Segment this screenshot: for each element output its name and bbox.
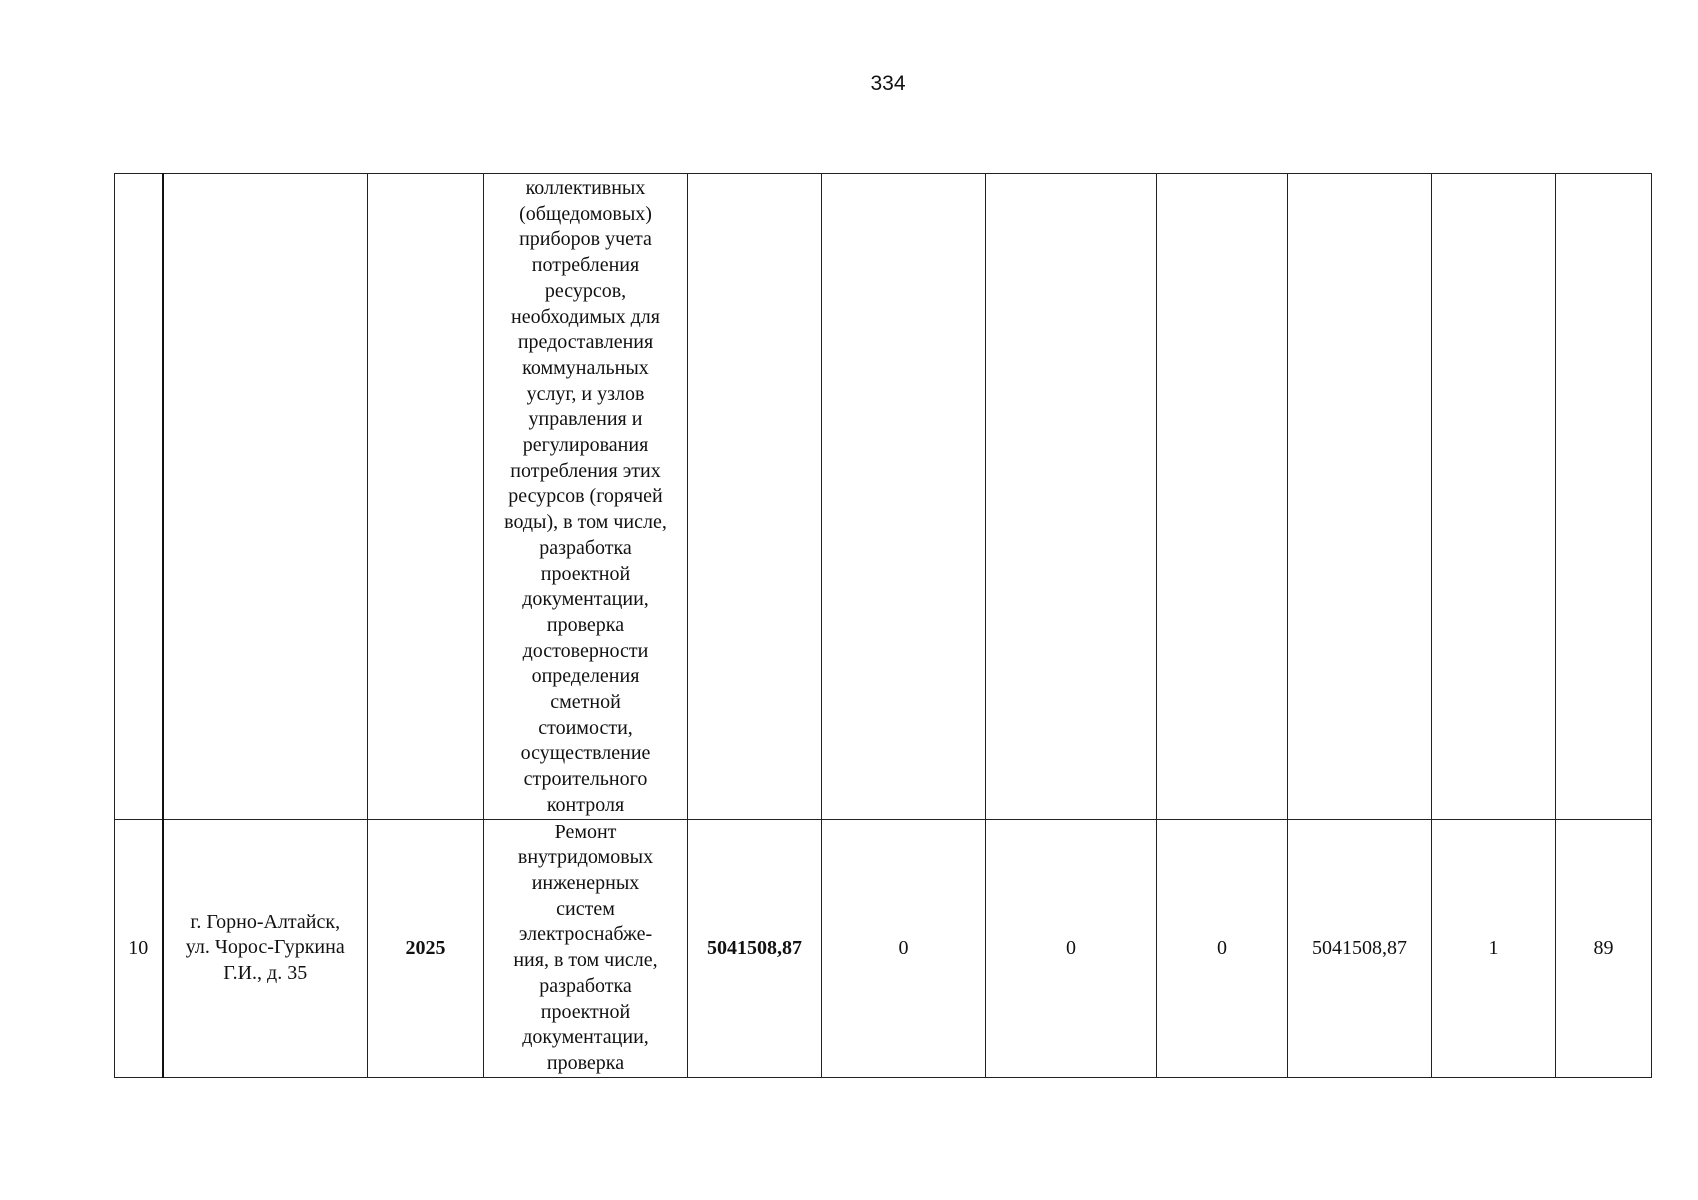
cell-col11-continued xyxy=(1556,174,1652,820)
cell-total-continued xyxy=(688,174,822,820)
capital-repair-table xyxy=(114,173,1652,1078)
page-number: 334 xyxy=(870,72,906,95)
cell-address: г. Горно-Алтайск, ул. Чорос-Гуркина Г.И., д. 35 xyxy=(163,819,368,1077)
cell-col11: 89 xyxy=(1556,819,1652,1077)
cell-col6-continued xyxy=(822,174,986,820)
cell-col9-continued xyxy=(1288,174,1432,820)
cell-col6: 0 xyxy=(822,819,986,1077)
cell-year-continued xyxy=(368,174,484,820)
cell-work-description: Ремонт внутридомовых инженерных систем электроснабже- ния, в том числе, разработка проектной документации, проверка xyxy=(484,819,688,1077)
cell-col7-continued xyxy=(986,174,1157,820)
cell-address-continued xyxy=(163,174,368,820)
cell-row-number: 10 xyxy=(115,819,163,1077)
table-row-10 xyxy=(115,819,1652,1077)
cell-col9: 5041508,87 xyxy=(1288,819,1432,1077)
cell-col7: 0 xyxy=(986,819,1157,1077)
cell-col10: 1 xyxy=(1432,819,1556,1077)
cell-year: 2025 xyxy=(368,819,484,1077)
cell-col10-continued xyxy=(1432,174,1556,820)
table-row-continued xyxy=(115,174,1652,820)
cell-work-continued: коллективных (общедомовых) приборов учета потребления ресурсов, необходимых для предоставления коммунальных услуг, и узлов управления и регулирования потребления этих ресурсов (горячей воды), в том числе, разработка проектной документации, проверка достоверности определения сметной стоимости, осуществление строительного контроля xyxy=(484,174,688,820)
cell-num-continued xyxy=(115,174,163,820)
cell-total-cost: 5041508,87 xyxy=(688,819,822,1077)
cell-col8: 0 xyxy=(1157,819,1288,1077)
cell-col8-continued xyxy=(1157,174,1288,820)
